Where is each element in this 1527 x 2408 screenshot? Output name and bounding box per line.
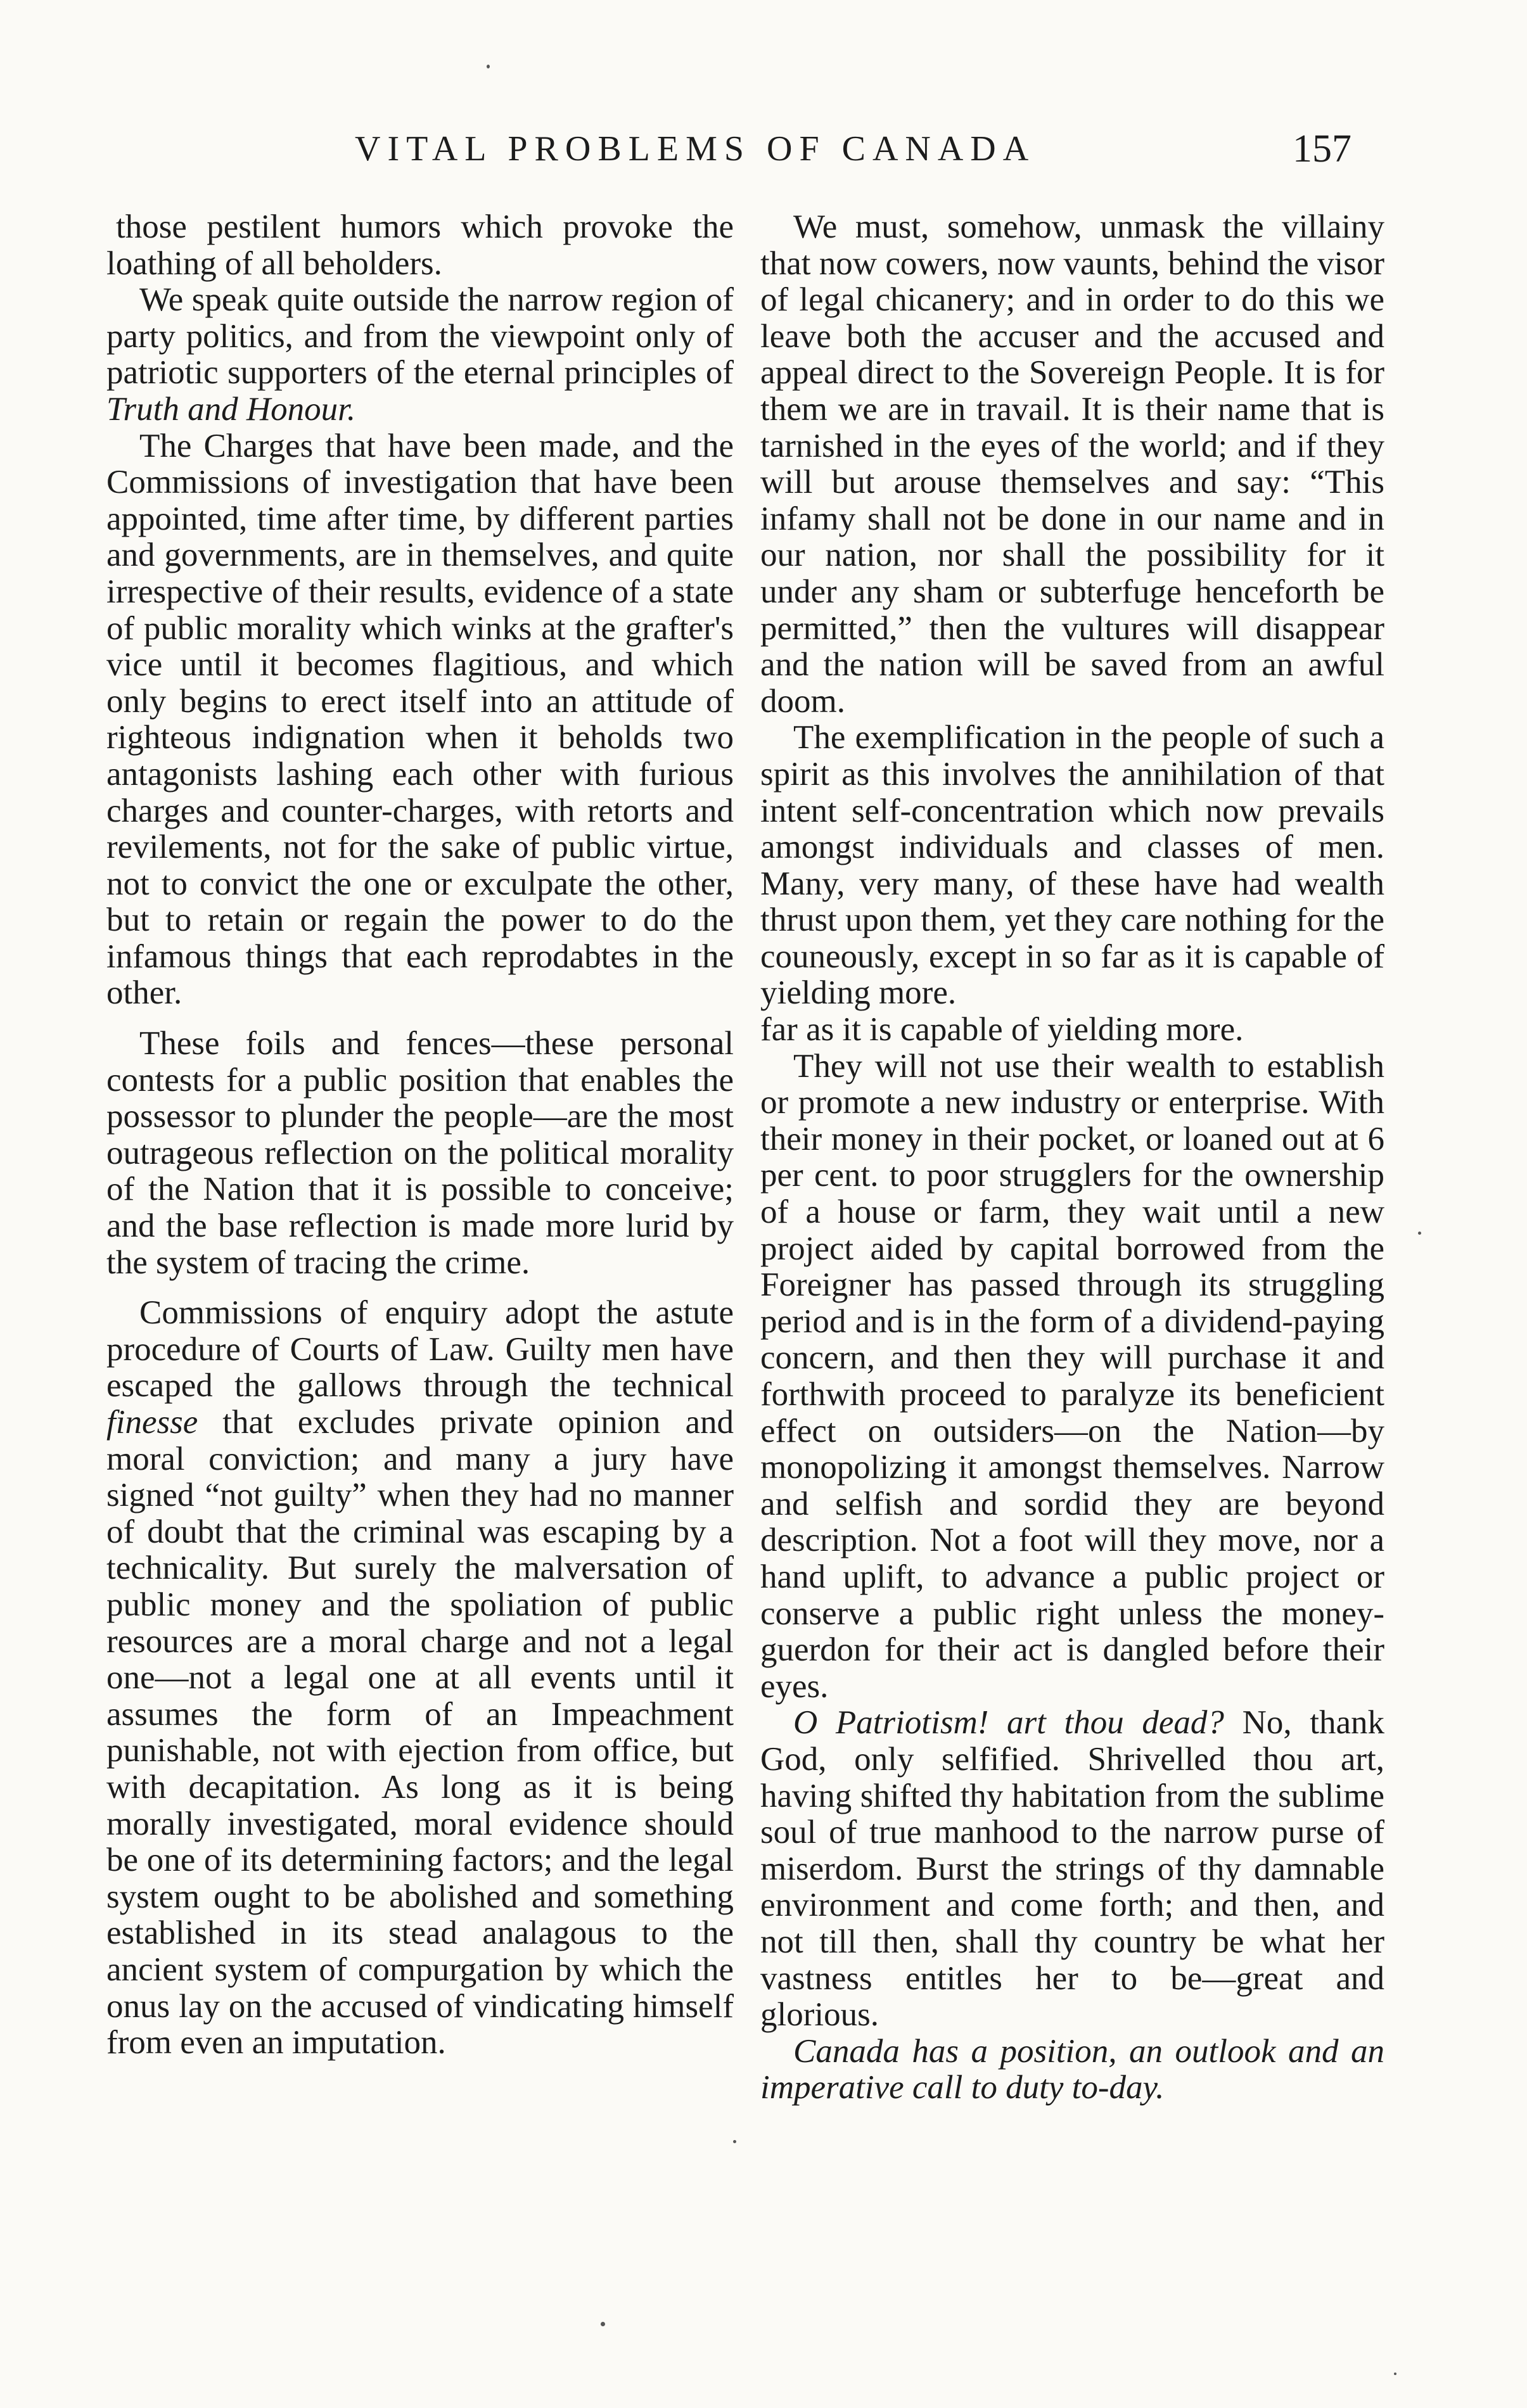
- scan-speck: [487, 65, 490, 68]
- italic-word: finesse: [106, 1404, 198, 1441]
- paragraph: We must, somehow, unmask the villainy that now cowers, now vaunts, behind the visor of legal chicanery; and in order to do this we leave both the accuser and the accused and appeal direct to the Sovereign People. It is for them we are in travail. It is their name that is tarnished in the eyes of the world; and if they will but arouse themselves and say: “This infamy shall not be done in our name and in our nation, nor shall the possibility for it under any sham or subterfuge henceforth be permitted,” then the vultures will disappear and the nation will be saved from an awful doom.: [760, 208, 1384, 720]
- running-title: VITAL PROBLEMS OF CANADA: [355, 129, 1036, 169]
- left-column: [106, 209, 734, 2061]
- paragraph: those pestilent humors which provoke the loathing of all beholders.: [106, 208, 734, 282]
- paragraph: [106, 282, 734, 428]
- paragraph: [106, 1295, 734, 2061]
- scan-speck: [733, 2140, 736, 2143]
- scan-speck: [1394, 2373, 1396, 2375]
- paragraph-text: No, thank God, only selfified. Shrivelled thou art, having shifted thy habitation from the sublime soul of true manhood to the narrow purse of miserdom. Burst the strings of thy damnable environment and come forth; and then, and not till then, shall thy country be what her vastness entitles her to be—great and glorious.: [760, 1704, 1384, 2034]
- closing-line: Canada has a position, an outlook and an imperative call to duty to-day.: [760, 2032, 1384, 2106]
- duplicated-line: far as it is capable of yielding more.: [760, 1011, 1244, 1048]
- paragraph-text: Commissions of enquiry adopt the astute procedure of Courts of Law. Guilty men have escaped the gallows through the technical: [106, 1294, 734, 1405]
- paragraph: The exemplification in the people of such a spirit as this involves the annihilation of that intent self-concentration which now prevails amongst individuals and classes of men. Many, very many, of these have had wealth thrust upon them, yet they care nothing for the couneously, except in so far as it is capable of yielding more.: [760, 719, 1384, 1012]
- right-column: [760, 209, 1384, 2106]
- paragraph: [760, 1705, 1384, 2033]
- paragraph-text: We speak quite outside the narrow region of party politics, and from the viewpoint only of patriotic supporters of the eternal principles of: [106, 281, 734, 392]
- page-number: 157: [1293, 127, 1351, 170]
- paragraph-text: that excludes private opinion and moral conviction; and many a jury have signed “not guilty” when they had no manner of doubt that the criminal was escaping by a technicality. But surely the malversation of public money and the spoliation of public resources are a moral charge and not a legal one—not a legal one at all events until it assumes the form of an Impeachment punishable, not with ejection from office, but with decapitation. As long as it is being morally investigated, moral evidence should be one of its determining factors; and the legal system ought to be abolished and something established in its stead analagous to the ancient system of compurgation by which the onus lay on the accused of vindicating himself from even an imputation.: [106, 1404, 734, 2061]
- italic-phrase: O Patriotism! art thou dead?: [793, 1704, 1224, 1742]
- paragraph: They will not use their wealth to establish or promote a new industry or enterprise. With their money in their pocket, or loaned out at 6 per cent. to poor strugglers for the ownership of a house or farm, they wait until a new project aided by capital borrowed from the Foreigner has passed through its struggling period and is in the form of a dividend-paying concern, and then they will purchase it and forthwith proceed to paralyze its beneficient effect on outsiders—on the Nation—by monopolizing it amongst themselves. Narrow and selfish and sordid they are beyond description. Not a foot will they move, nor a hand uplift, to advance a public project or conserve a public right unless the money-guerdon for their act is dangled before their eyes.: [760, 1047, 1384, 1705]
- paragraph: These foils and fences—these personal contests for a public position that enables the possessor to plunder the people—are the most outrageous reflection on the political morality of the Nation that it is possible to conceive; and the base reflection is made more lurid by the system of tracing the crime.: [106, 1025, 734, 1281]
- italic-phrase: Truth and Honour.: [106, 390, 356, 428]
- page-header: [0, 120, 1527, 177]
- scan-speck: [601, 2322, 605, 2326]
- paragraph: The Charges that have been made, and the Commissions of investigation that have been appointed, time after time, by different parties and governments, are in themselves, and quite irrespective of their results, evidence of a state of public morality which winks at the grafter's vice until it becomes flagitious, and which only begins to erect itself into an attitude of righteous indignation when it beholds two antagonists lashing each other with furious charges and counter-charges, with retorts and revilements, not for the sake of public virtue, not to convict the one or exculpate the other, but to retain or regain the power to do the infamous things that each reprodabtes in the other.: [106, 427, 734, 1012]
- scan-speck: [1418, 1232, 1421, 1235]
